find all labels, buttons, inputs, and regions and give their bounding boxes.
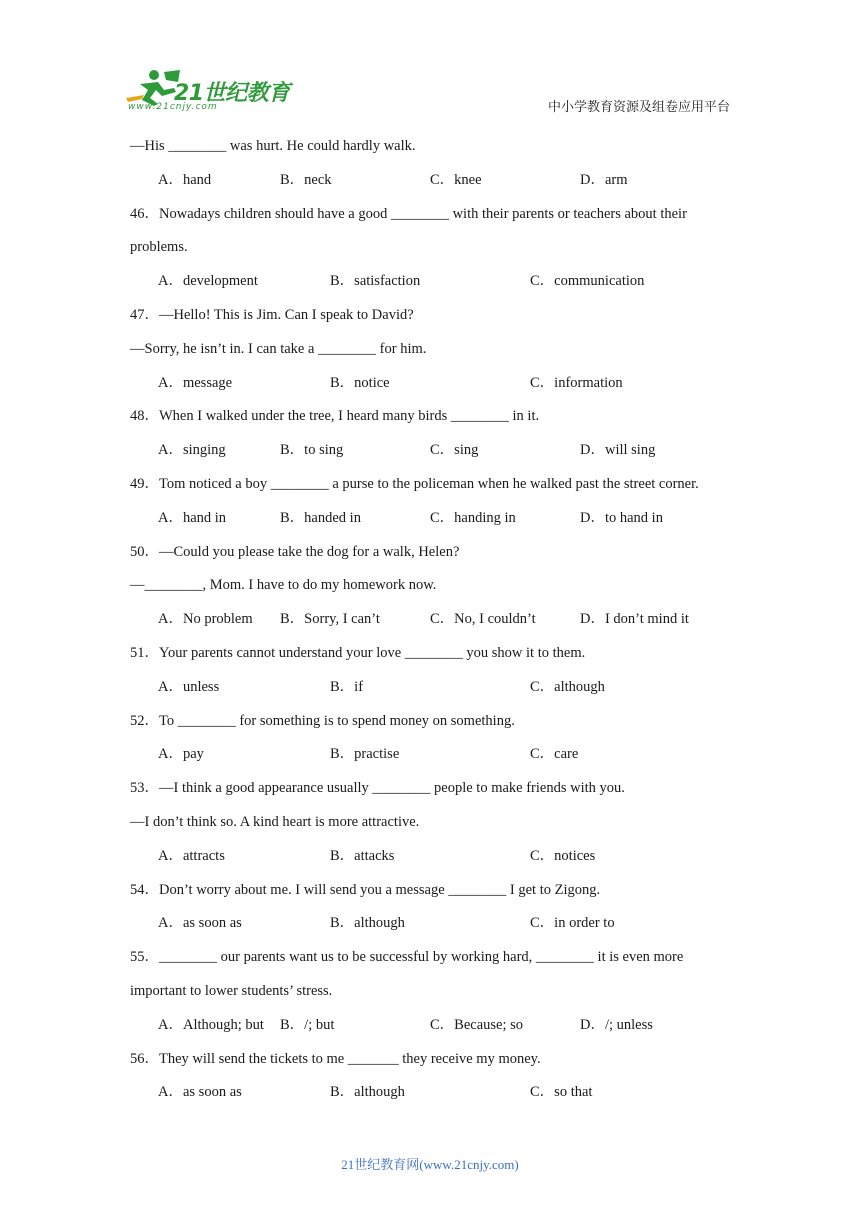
answer-option: C．handing in bbox=[430, 509, 516, 526]
question-text-line: —His ________ was hurt. He could hardly walk. bbox=[130, 138, 416, 154]
answer-option: C．Because; so bbox=[430, 1016, 524, 1033]
brand-url: www.21cnjy.com bbox=[128, 102, 218, 112]
answer-options bbox=[130, 671, 730, 705]
question-text-line: 51．Your parents cannot understand your love ________ you show it to them. bbox=[130, 644, 586, 661]
answer-option: D．to hand in bbox=[580, 509, 663, 526]
answer-options bbox=[130, 265, 730, 299]
question-text-line: 46．Nowadays children should have a good ________ with their parents or teachers about their bbox=[130, 205, 687, 222]
answer-option: B．to sing bbox=[280, 442, 344, 459]
answer-option: A．message bbox=[158, 374, 233, 391]
answer-options bbox=[130, 434, 730, 468]
answer-options bbox=[130, 1009, 730, 1043]
question-text-line: 49．Tom noticed a boy ________ a purse to the policeman when he walked past the street corner. bbox=[130, 475, 699, 492]
answer-options bbox=[130, 907, 730, 941]
answer-option: A．hand in bbox=[158, 509, 227, 526]
answer-option: C．although bbox=[530, 678, 605, 695]
answer-option: D．I don’t mind it bbox=[580, 611, 689, 628]
question-text-line: —________, Mom. I have to do my homework now. bbox=[130, 577, 437, 594]
answer-option: B．/; but bbox=[280, 1016, 335, 1033]
header-tagline: 中小学教育资源及组卷应用平台 bbox=[547, 99, 730, 114]
answer-options bbox=[130, 738, 730, 772]
answer-option: D．/; unless bbox=[580, 1016, 653, 1033]
question-text-line: 56．They will send the tickets to me _______ they receive my money. bbox=[130, 1050, 541, 1067]
answer-options bbox=[130, 164, 730, 198]
answer-option: B．if bbox=[330, 678, 364, 695]
question-text-line: 54．Don’t worry about me. I will send you a message ________ I get to Zigong. bbox=[130, 881, 601, 898]
question-text-line: 55．________ our parents want us to be successful by working hard, ________ it is even more bbox=[130, 949, 684, 966]
answer-option: C．care bbox=[530, 746, 579, 763]
answer-option: A．singing bbox=[158, 442, 226, 459]
question-text-line: problems. bbox=[130, 239, 188, 256]
answer-option: B．attacks bbox=[330, 847, 395, 864]
answer-option: B．neck bbox=[280, 171, 332, 188]
answer-options bbox=[130, 1076, 730, 1110]
question-text-line: 48．When I walked under the tree, I heard many birds ________ in it. bbox=[130, 408, 540, 425]
question-text-line: 50．—Could you please take the dog for a walk, Helen? bbox=[130, 543, 460, 560]
answer-option: A．Although; but bbox=[158, 1016, 264, 1033]
answer-option: B．practise bbox=[330, 746, 400, 763]
answer-option: A．hand bbox=[158, 171, 212, 188]
answer-option: B．satisfaction bbox=[330, 273, 421, 290]
answer-option: B．although bbox=[330, 915, 405, 932]
answer-option: C．in order to bbox=[530, 915, 615, 932]
answer-option: D．arm bbox=[580, 171, 628, 188]
question-text-line: important to lower students’ stress. bbox=[130, 982, 333, 999]
answer-option: B．handed in bbox=[280, 509, 361, 526]
answer-options bbox=[130, 840, 730, 874]
answer-option: A．No problem bbox=[158, 611, 253, 628]
page-header bbox=[0, 0, 860, 120]
brand-name: 21世纪教育 bbox=[174, 81, 290, 106]
question-text-line: 53．—I think a good appearance usually ________ people to make friends with you. bbox=[130, 780, 625, 797]
answer-options bbox=[130, 367, 730, 401]
question-text-line: 52．To ________ for something is to spend money on something. bbox=[130, 712, 515, 729]
question-text-line: —I don’t think so. A kind heart is more attractive. bbox=[130, 813, 420, 830]
answer-option: C．notices bbox=[530, 847, 596, 864]
answer-option: A．as soon as bbox=[158, 1084, 242, 1101]
answer-option: A．as soon as bbox=[158, 915, 242, 932]
answer-option: A．unless bbox=[158, 678, 220, 695]
question-text-line: —Sorry, he isn’t in. I can take a ________ for him. bbox=[130, 340, 427, 357]
brand-logo bbox=[124, 66, 294, 116]
answer-option: C．communication bbox=[530, 273, 645, 290]
page-footer: 21世纪教育网(www.21cnjy.com) bbox=[341, 1157, 519, 1172]
answer-option: C．knee bbox=[430, 171, 482, 188]
question-text-line: 47．—Hello! This is Jim. Can I speak to David? bbox=[130, 306, 414, 323]
answer-option: C．No, I couldn’t bbox=[430, 611, 536, 628]
question-list bbox=[130, 130, 730, 1110]
answer-options bbox=[130, 502, 730, 536]
answer-option: C．so that bbox=[530, 1084, 593, 1101]
answer-option: B．although bbox=[330, 1084, 405, 1101]
answer-option: A．pay bbox=[158, 746, 204, 763]
answer-option: A．attracts bbox=[158, 847, 225, 864]
answer-option: D．will sing bbox=[580, 442, 656, 459]
answer-option: C．information bbox=[530, 374, 623, 391]
answer-option: B．notice bbox=[330, 374, 390, 391]
answer-option: C．sing bbox=[430, 442, 479, 459]
answer-option: B．Sorry, I can’t bbox=[280, 611, 380, 628]
answer-options bbox=[130, 603, 730, 637]
answer-option: A．development bbox=[158, 273, 258, 290]
